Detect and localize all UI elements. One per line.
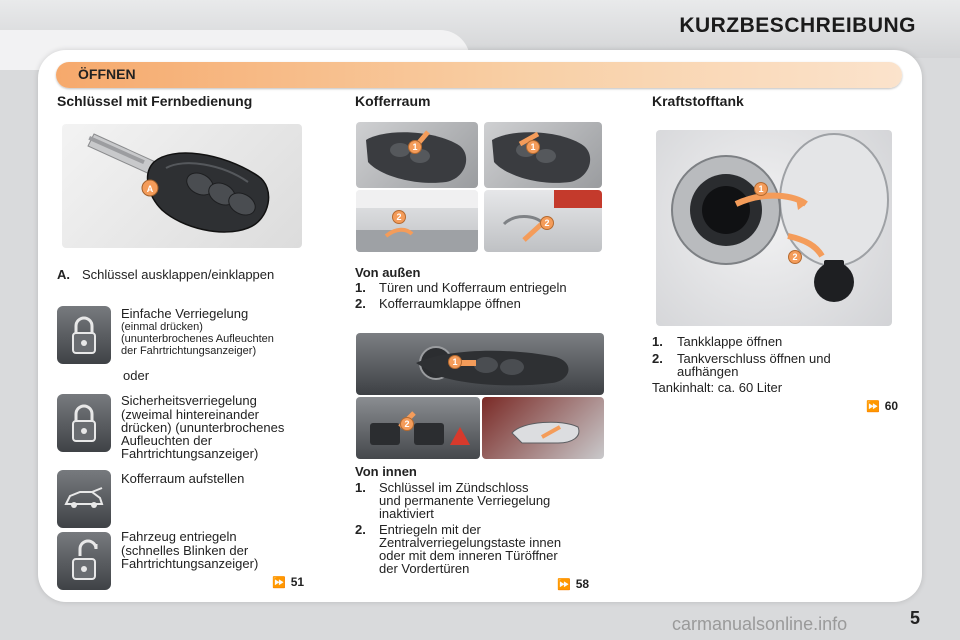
photo-central-lock-button (356, 397, 480, 459)
lock-open-icon (69, 539, 99, 583)
page-title: KURZBESCHREIBUNG (679, 14, 916, 37)
deadlock-line5: Fahrtrichtungsanzeiger) (121, 446, 259, 461)
badge-1b: 1 (526, 140, 540, 154)
ref-51-value: 51 (290, 575, 305, 589)
inside-item2-line3: oder mit dem inneren Türöffner (379, 548, 558, 563)
badge-1: 1 (408, 140, 422, 154)
unlock-line2: (schnelles Blinken der (121, 543, 249, 558)
deadlock-line2: (zweimal hintereinander (121, 407, 260, 422)
col3-item2-text: Tankverschluss öffnen und (677, 351, 831, 366)
outside-item2-num: 2. (355, 296, 366, 311)
col3-heading: Kraftstofftank (652, 93, 744, 109)
remote-key-illustration (62, 124, 302, 248)
single-lock-line2: (ununterbrochenes Aufleuchten (121, 333, 274, 345)
ref-58-value: 58 (575, 577, 590, 591)
col3-item1-num: 1. (652, 334, 663, 349)
item-a-text: Schlüssel ausklappen/einklappen (82, 267, 275, 282)
single-lock-line3: der Fahrtrichtungsanzeiger) (121, 345, 257, 357)
inside-item2-line1: Entriegeln mit der (379, 522, 481, 537)
photo-fuel-cap (656, 130, 892, 326)
unlock-line3: Fahrtrichtungsanzeiger) (121, 556, 259, 571)
outside-heading: Von außen (355, 265, 421, 280)
inside-item1-num: 1. (355, 480, 366, 495)
inside-heading: Von innen (355, 464, 417, 479)
col3-item2-cont: aufhängen (677, 364, 739, 379)
lock-button-icon (57, 306, 111, 364)
section-bar (56, 62, 902, 88)
badge-inside-1: 1 (448, 355, 462, 369)
inside-item2-num: 2. (355, 522, 366, 537)
or-text: oder (123, 368, 150, 383)
outside-item2-text: Kofferraumklappe öffnen (379, 296, 521, 311)
watermark: carmanualsonline.info (672, 614, 848, 634)
outside-item1-num: 1. (355, 280, 366, 295)
boot-text: Kofferraum aufstellen (121, 471, 245, 486)
ref-arrow-icon: ⏩ (866, 401, 880, 413)
inside-item1-line2: und permanente Verriegelung (379, 493, 551, 508)
car-boot-icon (62, 484, 106, 514)
unlock-line1: Fahrzeug entriegeln (121, 529, 237, 544)
boot-button-icon (57, 470, 111, 528)
deadlock-line3: drücken) (ununterbrochenes (121, 420, 285, 435)
ref-arrow-icon: ⏩ (272, 577, 286, 589)
page-number: 5 (909, 608, 920, 628)
photo-key-press-1 (356, 122, 478, 188)
col3-item2-num: 2. (652, 351, 663, 366)
unlock-button-icon (57, 532, 111, 590)
badge-inside-2: 2 (400, 417, 414, 431)
ref-arrow-icon: ⏩ (557, 579, 571, 591)
badge-fuel-1: 1 (754, 182, 768, 196)
single-lock-title: Einfache Verriegelung (121, 306, 249, 321)
inside-item1-line3: inaktiviert (379, 506, 434, 521)
col3-item1-text: Tankklappe öffnen (677, 334, 783, 349)
double-lock-icon (69, 401, 99, 445)
item-a-label: A. (57, 267, 70, 282)
inside-item2-line2: Zentralverriegelungstaste innen (379, 535, 562, 550)
photo-boot-handle-2 (484, 190, 602, 252)
ref-60 (866, 399, 898, 413)
fuel-capacity: Tankinhalt: ca. 60 Liter (652, 380, 783, 395)
photo-door-handle (482, 397, 604, 459)
deadlock-line1: Sicherheitsverriegelung (121, 393, 257, 408)
badge-fuel-2: 2 (788, 250, 802, 264)
badge-2b: 2 (540, 216, 554, 230)
badge-2: 2 (392, 210, 406, 224)
section-title: ÖFFNEN (78, 66, 136, 82)
col2-heading: Kofferraum (355, 93, 431, 109)
label-a-badge: A (146, 184, 154, 194)
col1-heading: Schlüssel mit Fernbedienung (57, 93, 253, 109)
ref-60-value: 60 (884, 399, 899, 413)
photo-key-press-2 (484, 122, 602, 188)
photo-ignition-key (356, 333, 604, 395)
key-photo (62, 124, 302, 248)
inside-item2-line4: der Vordertüren (379, 561, 470, 576)
lock-closed-icon (69, 313, 99, 357)
outside-item1-text: Türen und Kofferraum entriegeln (379, 280, 567, 295)
ref-58 (557, 577, 589, 591)
inside-item1-line1: Schlüssel im Zündschloss (379, 480, 529, 495)
photo-boot-handle-1 (356, 190, 478, 252)
double-lock-button-icon (57, 394, 111, 452)
single-lock-line1: (einmal drücken) (121, 321, 203, 333)
deadlock-line4: Aufleuchten der (121, 433, 213, 448)
ref-51 (272, 575, 304, 589)
